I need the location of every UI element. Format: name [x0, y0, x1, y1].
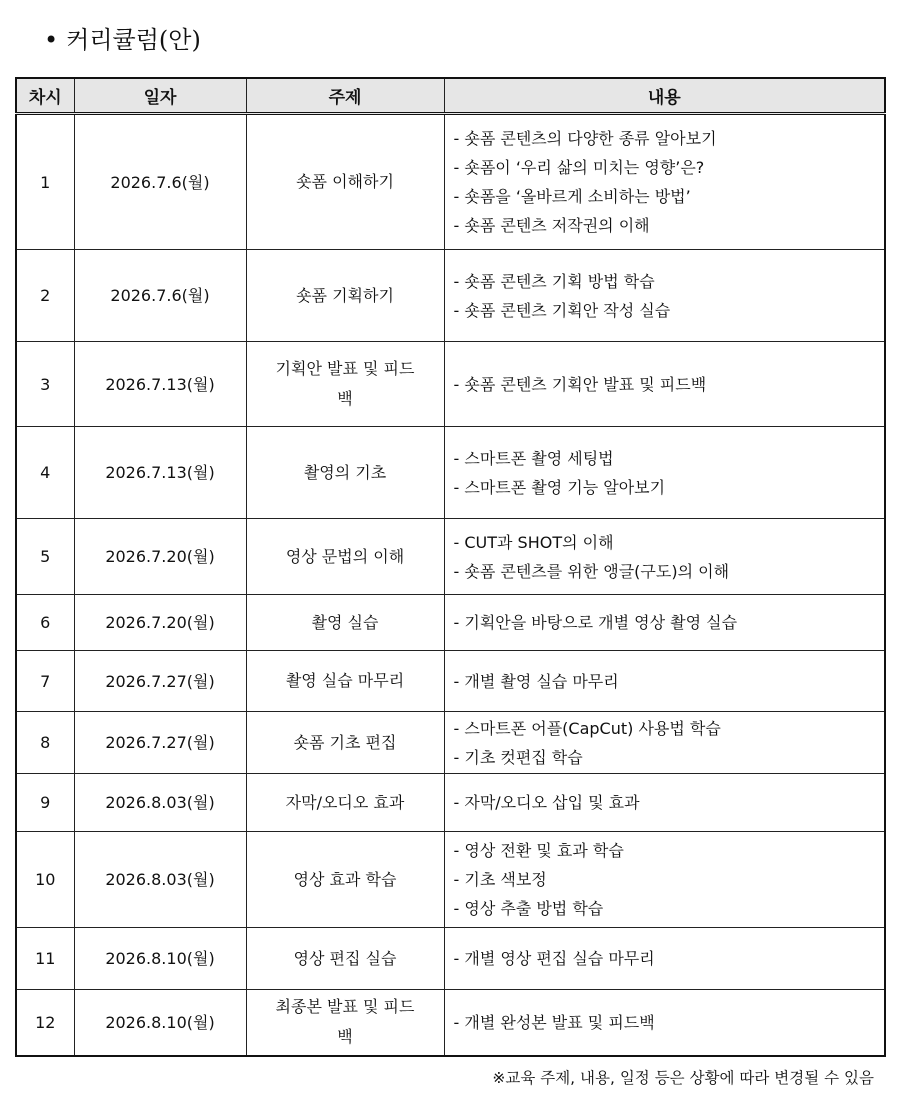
- session-cell: 3: [16, 342, 74, 427]
- table-row: [16, 342, 885, 427]
- topic-cell: [246, 928, 444, 990]
- date-cell: 2026.7.27(월): [74, 651, 246, 712]
- table-row: [16, 712, 885, 774]
- content-line: - 스마트폰 촬영 세팅법: [453, 448, 614, 468]
- content-cell: [444, 651, 885, 712]
- content-line: - 숏폼 콘텐츠 기획안 작성 실습: [453, 300, 671, 320]
- topic-cell: [246, 519, 444, 595]
- content-line: - 숏폼 콘텐츠 저작권의 이해: [453, 216, 650, 235]
- content-line: - CUT과 SHOT의 이해: [453, 532, 614, 552]
- content-cell: [444, 519, 885, 595]
- content-cell: [444, 712, 885, 774]
- curriculum-table: [15, 77, 886, 1057]
- content-line: - 자막/오디오 삽입 및 효과: [453, 793, 640, 812]
- date-cell: 2026.7.6(월): [74, 114, 246, 250]
- content-line: - 개별 완성본 발표 및 피드백: [453, 1012, 655, 1032]
- content-line: - 영상 전환 및 효과 학습: [453, 841, 624, 860]
- content-line: - 기초 컷편집 학습: [453, 747, 583, 767]
- content-line: - 숏폼이 ‘우리 삶의 미치는 영향’은?: [453, 158, 705, 177]
- topic-cell: [246, 342, 444, 427]
- topic-cell: [246, 114, 444, 250]
- table-row: [16, 774, 885, 832]
- header-session: 차시: [16, 78, 74, 114]
- session-cell: 8: [16, 712, 74, 774]
- date-cell: 2026.8.03(월): [74, 832, 246, 928]
- table-row: [16, 928, 885, 990]
- table-row: [16, 250, 885, 342]
- topic-text: 기획안 발표 및 피드백: [275, 359, 415, 408]
- content-line: - 기획안을 바탕으로 개별 영상 촬영 실습: [453, 613, 738, 632]
- date-cell: 2026.8.10(월): [74, 928, 246, 990]
- date-cell: 2026.7.20(월): [74, 595, 246, 651]
- session-cell: 7: [16, 651, 74, 712]
- session-cell: 9: [16, 774, 74, 832]
- topic-text: 숏폼 기초 편집: [293, 732, 397, 752]
- content-cell: [444, 832, 885, 928]
- topic-cell: [246, 990, 444, 1056]
- session-cell: 4: [16, 427, 74, 519]
- topic-text: 최종본 발표 및 피드백: [275, 997, 415, 1047]
- date-cell: 2026.7.20(월): [74, 519, 246, 595]
- date-cell: 2026.7.27(월): [74, 712, 246, 774]
- table-body: [16, 114, 885, 1056]
- session-cell: 10: [16, 832, 74, 928]
- content-cell: [444, 250, 885, 342]
- header-topic: 주제: [246, 78, 444, 114]
- topic-cell: [246, 595, 444, 651]
- content-line: - 영상 추출 방법 학습: [453, 899, 604, 918]
- session-cell: 11: [16, 928, 74, 990]
- topic-text: 자막/오디오 효과: [285, 792, 405, 812]
- topic-cell: [246, 250, 444, 342]
- content-line: - 스마트폰 촬영 기능 알아보기: [453, 477, 666, 497]
- content-line: - 숏폼을 ‘올바르게 소비하는 방법’: [453, 187, 691, 206]
- session-cell: 12: [16, 990, 74, 1056]
- topic-text: 촬영 실습 마무리: [285, 671, 405, 690]
- table-header-row: [16, 78, 885, 114]
- table-row: [16, 990, 885, 1056]
- bullet-icon: •: [44, 26, 59, 54]
- date-cell: 2026.7.13(월): [74, 342, 246, 427]
- header-content: 내용: [444, 78, 885, 114]
- topic-text: 숏폼 이해하기: [296, 172, 394, 191]
- table-row: [16, 595, 885, 651]
- content-line: - 스마트폰 어플(CapCut) 사용법 학습: [453, 718, 721, 738]
- topic-text: 촬영 실습: [311, 612, 379, 632]
- content-cell: [444, 114, 885, 250]
- content-cell: [444, 990, 885, 1056]
- content-cell: [444, 928, 885, 990]
- content-cell: [444, 595, 885, 651]
- content-line: - 숏폼 콘텐츠 기획안 발표 및 피드백: [453, 374, 707, 394]
- topic-text: 영상 문법의 이해: [285, 546, 405, 566]
- date-cell: 2026.8.10(월): [74, 990, 246, 1056]
- table-row: [16, 114, 885, 250]
- content-line: - 숏폼 콘텐츠를 위한 앵글(구도)의 이해: [453, 561, 730, 581]
- content-line: - 숏폼 콘텐츠의 다양한 종류 알아보기: [453, 129, 717, 148]
- topic-cell: [246, 651, 444, 712]
- content-line: - 개별 촬영 실습 마무리: [453, 671, 619, 691]
- topic-cell: [246, 712, 444, 774]
- session-cell: 6: [16, 595, 74, 651]
- header-date: 일자: [74, 78, 246, 114]
- session-cell: 5: [16, 519, 74, 595]
- session-cell: 2: [16, 250, 74, 342]
- content-cell: [444, 342, 885, 427]
- topic-text: 촬영의 기초: [303, 462, 387, 482]
- topic-text: 숏폼 기획하기: [296, 285, 394, 305]
- table-row: [16, 519, 885, 595]
- date-cell: 2026.8.03(월): [74, 774, 246, 832]
- content-cell: [444, 774, 885, 832]
- date-cell: 2026.7.13(월): [74, 427, 246, 519]
- table-row: [16, 832, 885, 928]
- session-cell: 1: [16, 114, 74, 250]
- content-line: - 개별 영상 편집 실습 마무리: [453, 949, 655, 968]
- content-line: - 숏폼 콘텐츠 기획 방법 학습: [453, 271, 655, 291]
- topic-text: 영상 효과 학습: [293, 869, 397, 889]
- content-line: - 기초 색보정: [453, 870, 547, 889]
- page-title: [44, 20, 201, 60]
- table-row: [16, 651, 885, 712]
- topic-cell: [246, 832, 444, 928]
- content-cell: [444, 427, 885, 519]
- table-row: [16, 427, 885, 519]
- topic-cell: [246, 427, 444, 519]
- topic-text: 영상 편집 실습: [293, 948, 397, 968]
- date-cell: 2026.7.6(월): [74, 250, 246, 342]
- topic-cell: [246, 774, 444, 832]
- footnote: ※교육 주제, 내용, 일정 등은 상황에 따라 변경될 수 있음: [492, 1069, 874, 1087]
- page-title-text: 커리큘럼(안): [66, 26, 201, 54]
